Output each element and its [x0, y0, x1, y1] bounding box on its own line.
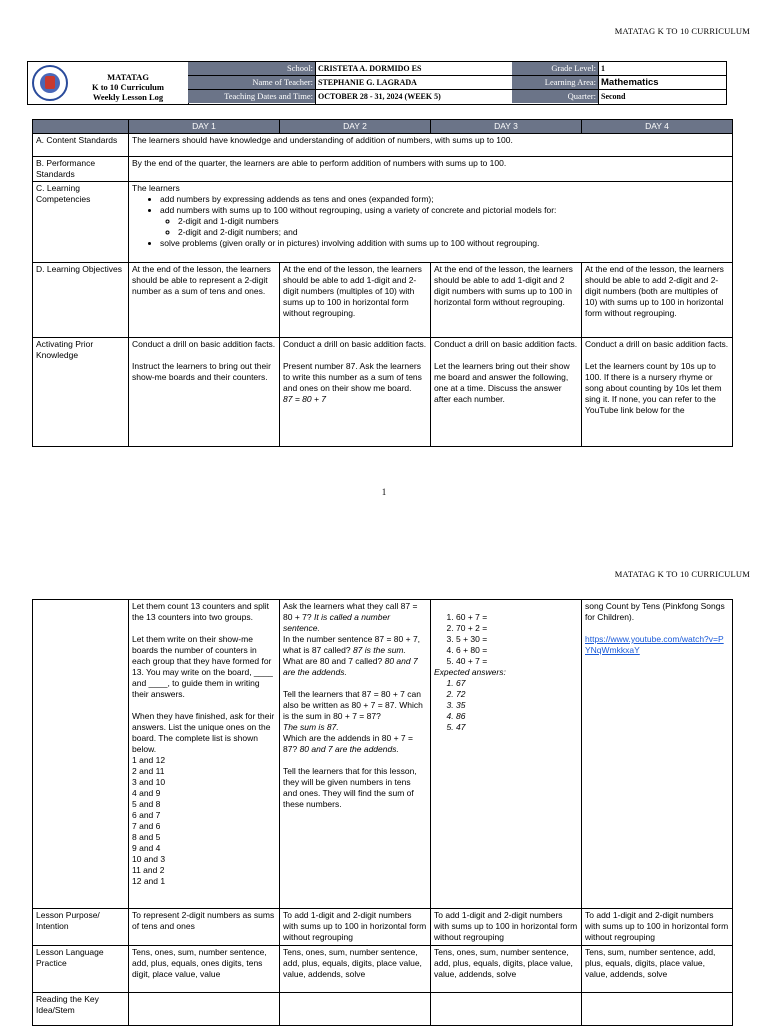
- language-practice-day-2: Tens, ones, sum, number sentence, add, plus, equals, digits, place value, value, addends, solve: [280, 946, 431, 993]
- competency-subitem: ◦ 2-digit and 2-digit numbers; and: [178, 227, 729, 238]
- day-3-header: DAY 3: [431, 120, 582, 134]
- reading-key-idea-label: Reading the Key Idea/Stem: [33, 993, 129, 1026]
- competencies-intro: The learners: [132, 183, 180, 193]
- pair-item: 3 and 10: [132, 777, 166, 787]
- reading-key-idea-day-2: [280, 993, 431, 1026]
- lesson-purpose-label: Lesson Purpose/ Intention: [33, 909, 129, 946]
- logo-cell: [28, 62, 189, 104]
- pair-item: 1 and 12: [132, 755, 166, 765]
- language-practice-day-3: Tens, ones, sum, number sentence, add, plus, equals, digits, place value, value, addends, solve: [431, 946, 582, 993]
- logo-text: [70, 72, 186, 102]
- continuation-day-3: [431, 600, 582, 909]
- learning-competencies-label: C. Learning Competencies: [33, 182, 129, 263]
- teacher-value: STEPHANIE G. LAGRADA: [318, 78, 417, 87]
- area-label: Learning Area:: [512, 76, 598, 89]
- logo-line-1: MATATAG: [107, 72, 149, 82]
- exercise-item: 3. 5 + 30 =: [456, 634, 578, 645]
- answer-item: 3. 35: [456, 700, 578, 711]
- competency-item: • add numbers by expressing addends as tens and ones (expanded form);: [160, 194, 729, 205]
- day-2-header: DAY 2: [280, 120, 431, 134]
- area-value: Mathematics: [601, 77, 659, 88]
- pair-item: 2 and 11: [132, 766, 165, 776]
- pair-item: 9 and 4: [132, 843, 161, 853]
- lesson-purpose-day-3: To add 1-digit and 2-digit numbers with sums up to 100 in horizontal form without regrouping: [431, 909, 582, 946]
- continuation-day-2: Ask the learners what they call 87 = 80 + 7? It is called a number sentence. In the number sentence 87 = 80 + 7, what is 87 called? 87 is the sum. What are 80 and 7 called? 80 and 7 are the addends. Tell the learners that 87 = 80 + 7 can also be written as 80 + 7 = 87. Which is the sum in 80 + 7 = 87? The sum is 87. Which are the addends in 80 + 7 = 87? 80 and 7 are the addends. Tell the learners that for this lesson, they will be given numbers in tens and ones. They will find the sum of these numbers.: [280, 600, 431, 909]
- objective-day-3: At the end of the lesson, the learners should be able to add 1-digit and 2 digit numbers with sums up to 100 in horizontal form without regrouping.: [431, 263, 582, 338]
- running-header-page-2: MATATAG K TO 10 CURRICULUM: [614, 569, 750, 579]
- answer-item: 4. 86: [456, 711, 578, 722]
- content-standards: The learners should have knowledge and understanding of addition of numbers, with sums up to 100.: [129, 134, 733, 157]
- page-number: 1: [381, 487, 387, 497]
- corner-cell: [33, 120, 129, 134]
- exercise-item: 2. 70 + 2 =: [456, 623, 578, 634]
- grade-label: Grade Level:: [512, 62, 598, 75]
- pair-item: 12 and 1: [132, 876, 166, 886]
- lesson-purpose-day-2: To add 1-digit and 2-digit numbers with sums up to 100 in horizontal form without regrouping: [280, 909, 431, 946]
- reading-key-idea-day-4: [582, 993, 733, 1026]
- grade-value: 1: [601, 64, 605, 73]
- school-value: CRISTETA A. DORMIDO ES: [318, 64, 422, 73]
- pair-item: 4 and 9: [132, 788, 161, 798]
- prior-knowledge-label: Activating Prior Knowledge: [33, 338, 129, 447]
- answer-item: 1. 67: [456, 678, 578, 689]
- teacher-label: Name of Teacher:: [188, 76, 315, 89]
- pair-item: 8 and 5: [132, 832, 161, 842]
- reading-key-idea-day-3: [431, 993, 582, 1026]
- competency-item: • add numbers with sums up to 100 without regrouping, using a variety of concrete and pictorial models for: ◦ 2-digit and 1-digit numbers ◦ 2-digit and 2-digit numbers; and: [160, 205, 729, 238]
- prior-knowledge-day-1: Conduct a drill on basic addition facts. Instruct the learners to bring out their show-me boards and their counters.: [129, 338, 280, 447]
- quarter-label: Quarter:: [512, 90, 598, 103]
- running-header: MATATAG K TO 10 CURRICULUM: [614, 26, 750, 36]
- competency-subitem: ◦ 2-digit and 1-digit numbers: [178, 216, 729, 227]
- prior-knowledge-day-3: Conduct a drill on basic addition facts. Let the learners bring out their show me board and answer the following, one at a time. Discuss the answer after each number.: [431, 338, 582, 447]
- pair-item: 5 and 8: [132, 799, 161, 809]
- pair-item: 11 and 2: [132, 865, 165, 875]
- language-practice-label: Lesson Language Practice: [33, 946, 129, 993]
- language-practice-day-4: Tens, sum, number sentence, add, plus, equals, digits, place value, value, addends, solve: [582, 946, 733, 993]
- continuation-day-4: song Count by Tens (Pinkfong Songs for Children). https://www.youtube.com/watch?v=PYNqWmkkxaY: [582, 600, 733, 909]
- lesson-log-header: [27, 61, 727, 105]
- objective-day-2: At the end of the lesson, the learners should be able to add 1-digit and 2-digit numbers (multiples of 10) with sums up to 100 in horizontal form without regrouping.: [280, 263, 431, 338]
- performance-standards-label: B. Performance Standards: [33, 157, 129, 182]
- lesson-purpose-day-4: To add 1-digit and 2-digit numbers with sums up to 100 in horizontal form without regrouping: [582, 909, 733, 946]
- pair-item: 10 and 3: [132, 854, 166, 864]
- youtube-link[interactable]: https://www.youtube.com/watch?v=PYNqWmkkxaY: [585, 634, 724, 655]
- answer-item: 5. 47: [456, 722, 578, 733]
- dates-label: Teaching Dates and Time:: [188, 90, 315, 103]
- pair-item: 7 and 6: [132, 821, 161, 831]
- objective-day-1: At the end of the lesson, the learners should be able to represent a 2-digit number as a sum of tens and ones.: [129, 263, 280, 338]
- exercise-item: 5. 40 + 7 =: [456, 656, 578, 667]
- objective-day-4: At the end of the lesson, the learners should be able to add 2-digit and 2-digit numbers (both are multiples of 10) with sums up to 100 in horizontal form without regrouping.: [582, 263, 733, 338]
- prior-knowledge-day-2: Conduct a drill on basic addition facts. Present number 87. Ask the learners to write this number as a sum of tens and ones on their show me board. 87 = 80 + 7: [280, 338, 431, 447]
- prior-knowledge-day-4: Conduct a drill on basic addition facts. Let the learners count by 10s up to 100. If there is a nursery rhyme or song about counting by 10s let them sing it. If none, you can refer to the YouTube link below for the: [582, 338, 733, 447]
- expected-answers-label: Expected answers:: [434, 667, 506, 677]
- continuation-day-1: Let them count 13 counters and split the 13 counters into two groups. Let them write on their show-me boards the number of counters in each group that they have formed for 13. You may write on the board, ____ and ____, to guide them in writing their answers. When they have finished, ask for their answers. List the unique ones on the board. The complete list is shown below. 1 and 12 2 and 11 3 and 10 4 and 9 5 and 8 6 and 7 7 and 6 8 and 5 9 and 4 10 and 3 11 and 2 12 and 1: [129, 600, 280, 909]
- learning-competencies: [129, 182, 733, 263]
- deped-seal-icon: [32, 65, 68, 101]
- logo-line-3: Weekly Lesson Log: [92, 92, 164, 102]
- lesson-table-page-1: [32, 119, 733, 447]
- content-standards-label: A. Content Standards: [33, 134, 129, 157]
- continuation-label-cell: [33, 600, 129, 909]
- lesson-table-page-2: [32, 599, 733, 1026]
- reading-key-idea-day-1: [129, 993, 280, 1026]
- day-4-header: DAY 4: [582, 120, 733, 134]
- logo-line-2: K to 10 Curriculum: [91, 82, 164, 92]
- exercise-item: 1. 60 + 7 =: [456, 612, 578, 623]
- day-1-header: DAY 1: [129, 120, 280, 134]
- quarter-value: Second: [601, 92, 626, 101]
- learning-objectives-label: D. Learning Objectives: [33, 263, 129, 338]
- competency-item: • solve problems (given orally or in pictures) involving addition with sums up to 100 without regrouping.: [160, 238, 729, 249]
- dates-value: OCTOBER 28 - 31, 2024 (WEEK 5): [318, 92, 441, 101]
- school-label: School:: [188, 62, 315, 75]
- header-info-grid: [188, 62, 726, 104]
- lesson-purpose-day-1: To represent 2-digit numbers as sums of tens and ones: [129, 909, 280, 946]
- pair-item: 6 and 7: [132, 810, 161, 820]
- answer-item: 2. 72: [456, 689, 578, 700]
- performance-standards: By the end of the quarter, the learners are able to perform addition of numbers with sums up to 100.: [129, 157, 733, 182]
- language-practice-day-1: Tens, ones, sum, number sentence, add, plus, equals, ones digits, tens digit, place value, value: [129, 946, 280, 993]
- exercise-item: 4. 6 + 80 =: [456, 645, 578, 656]
